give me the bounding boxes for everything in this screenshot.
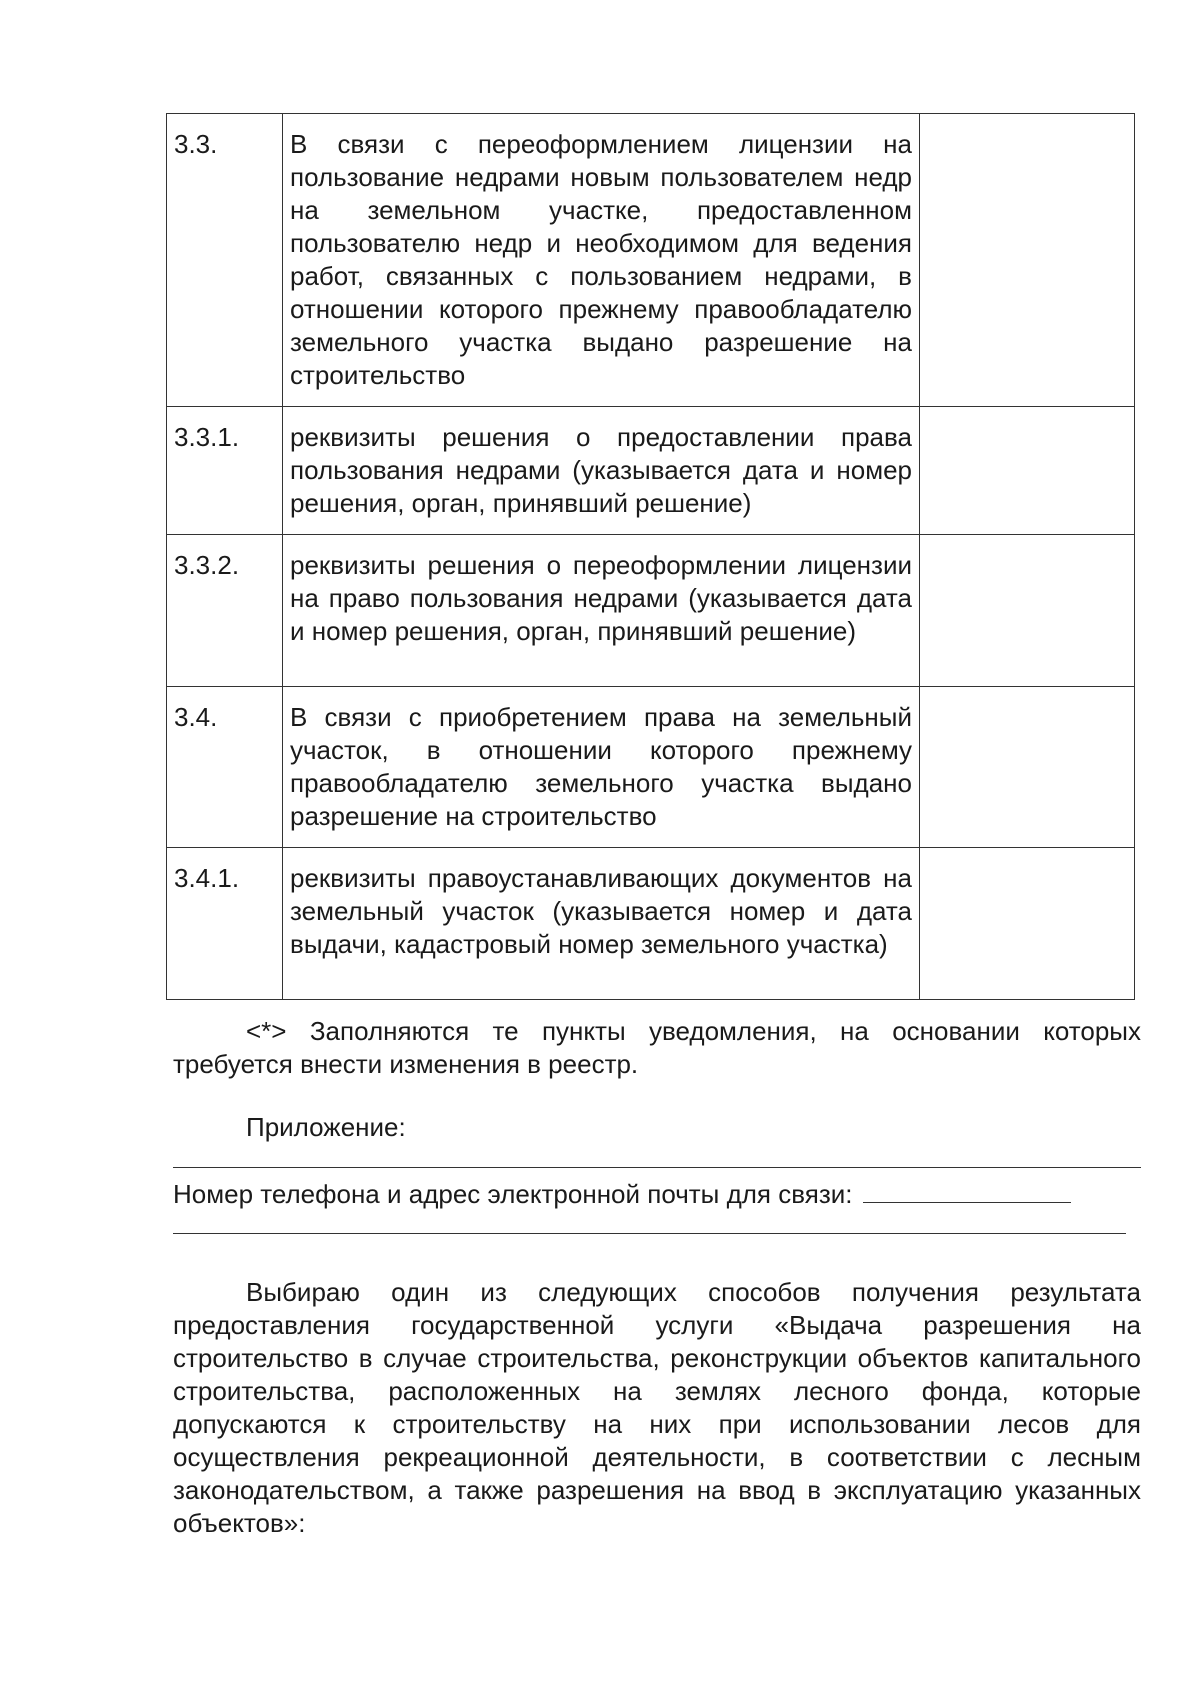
row-number: 3.4.1. bbox=[167, 848, 283, 1000]
row-number: 3.3. bbox=[167, 114, 283, 407]
row-value-cell[interactable] bbox=[920, 535, 1135, 687]
row-description: реквизиты решения о переоформлении лицензии на право пользования недрами (указывается дата и номер решения, орган, принявший решение) bbox=[283, 535, 920, 687]
table-row bbox=[167, 114, 1135, 407]
table-row bbox=[167, 848, 1135, 1000]
contact-fill-line-2[interactable] bbox=[173, 1233, 1126, 1234]
row-value-cell[interactable] bbox=[920, 407, 1135, 535]
row-number: 3.3.2. bbox=[167, 535, 283, 687]
row-number: 3.3.1. bbox=[167, 407, 283, 535]
row-value-cell[interactable] bbox=[920, 687, 1135, 848]
footnote-text: <*> Заполняются те пункты уведомления, на основании которых требуется внести изменения в реестр. bbox=[173, 1016, 1141, 1079]
table-row bbox=[167, 687, 1135, 848]
contact-label: Номер телефона и адрес электронной почты для связи: bbox=[173, 1179, 853, 1209]
row-value-cell[interactable] bbox=[920, 848, 1135, 1000]
registry-changes-table bbox=[166, 113, 1135, 1000]
contact-row bbox=[173, 1176, 1141, 1211]
contact-fill-line[interactable] bbox=[863, 1176, 1071, 1203]
table-row bbox=[167, 535, 1135, 687]
row-description: реквизиты правоустанавливающих документов на земельный участок (указывается номер и дата выдачи, кадастровый номер земельного участка) bbox=[283, 848, 920, 1000]
row-description: В связи с переоформлением лицензии на пользование недрами новым пользователем недр на земельном участке, предоставленном пользователю недр и необходимом для ведения работ, связанных с пользованием недрами, в отношении которого прежнему правообладателю земельного участка выдано разрешение на строительство bbox=[283, 114, 920, 407]
delivery-method-text: Выбираю один из следующих способов получения результата предоставления государственной услуги «Выдача разрешения на строительство в случае строительства, реконструкции объектов капитального строительства, расположенных на землях лесного фонда, которые допускаются к строительству на них при использовании лесов для осуществления рекреационной деятельности, в соответствии с лесным законодательством, а также разрешения на ввод в эксплуатацию указанных объектов»: bbox=[173, 1277, 1141, 1538]
row-value-cell[interactable] bbox=[920, 114, 1135, 407]
row-description: реквизиты решения о предоставлении права пользования недрами (указывается дата и номер решения, орган, принявший решение) bbox=[283, 407, 920, 535]
table-row bbox=[167, 407, 1135, 535]
appendix-fill-line[interactable] bbox=[173, 1167, 1141, 1168]
row-number: 3.4. bbox=[167, 687, 283, 848]
row-description: В связи с приобретением права на земельный участок, в отношении которого прежнему правообладателю земельного участка выдано разрешение на строительство bbox=[283, 687, 920, 848]
appendix-label: Приложение: bbox=[246, 1112, 406, 1142]
